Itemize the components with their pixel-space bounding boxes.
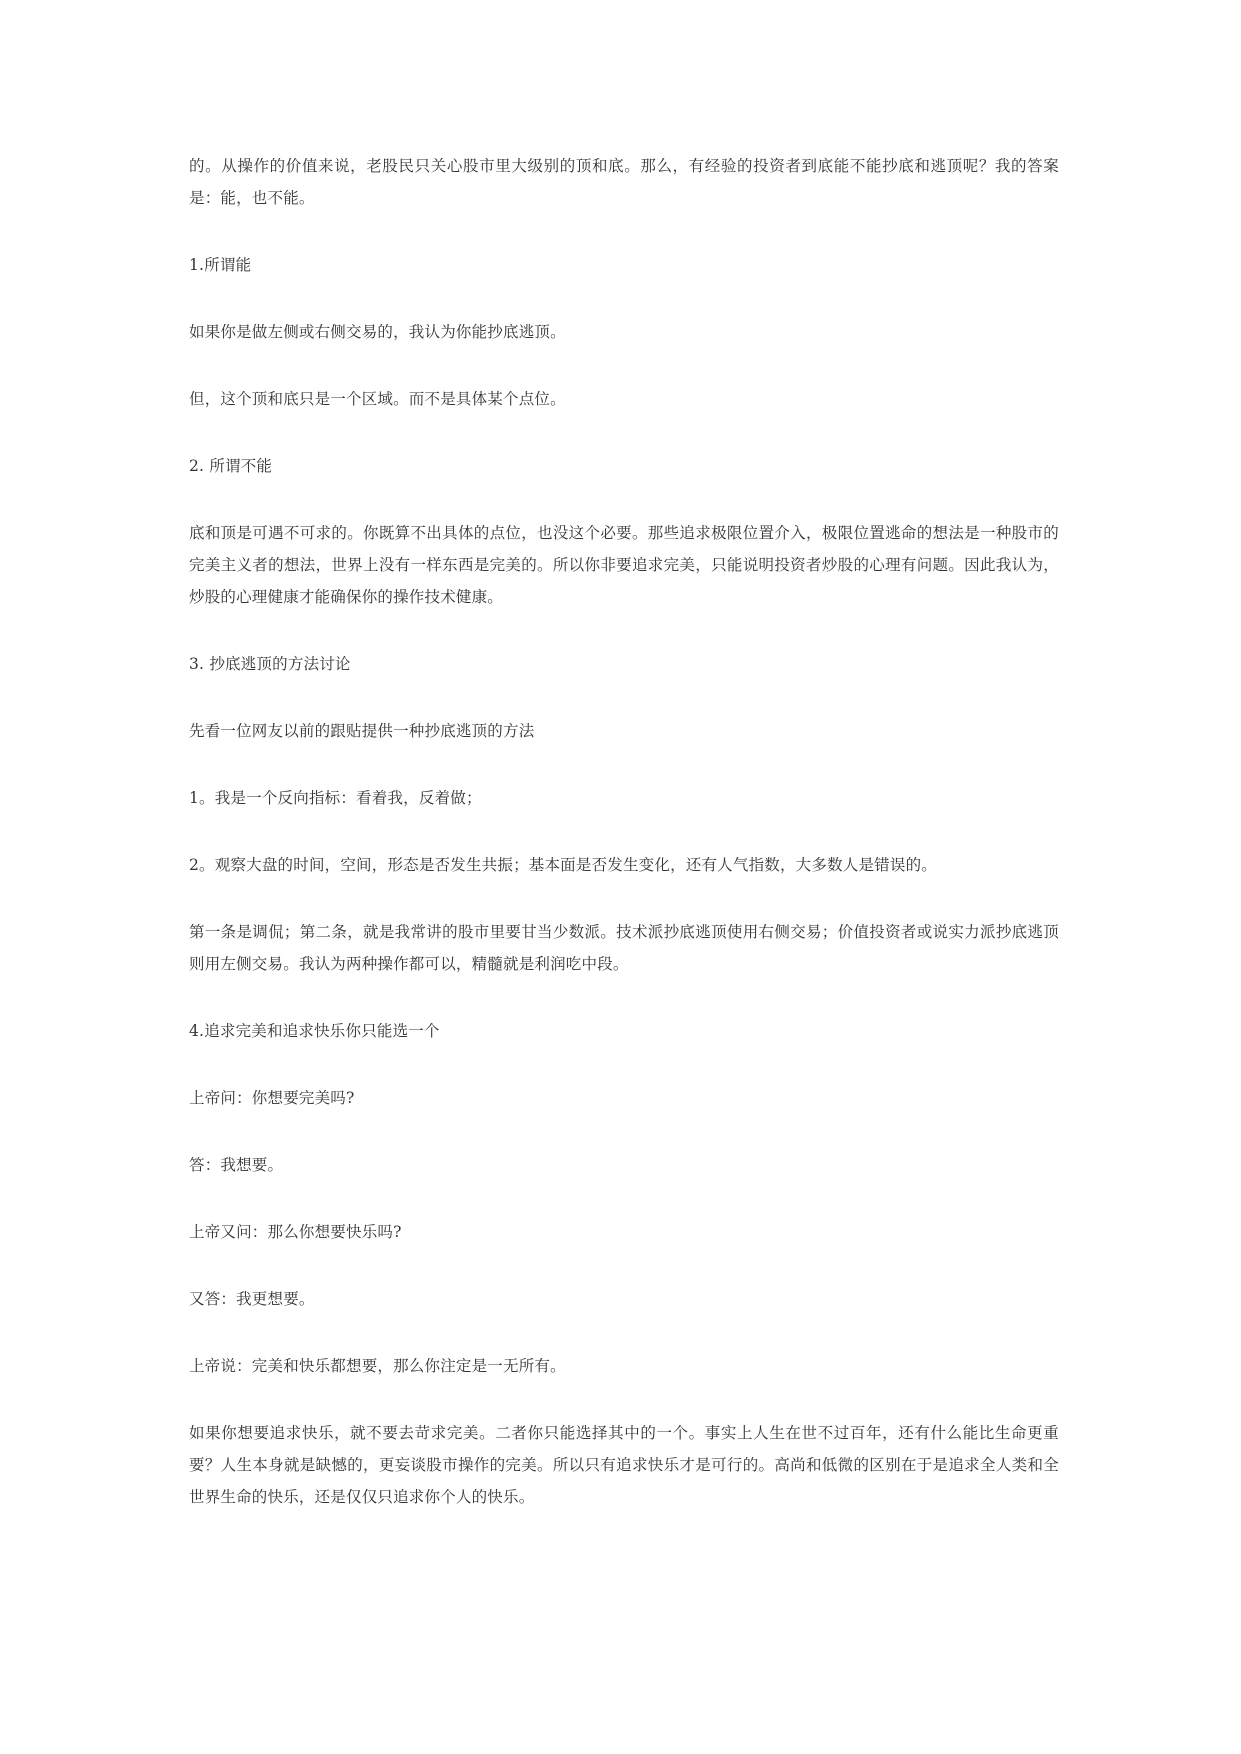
paragraph-intro: 的。从操作的价值来说，老股民只关心股市里大级别的顶和底。那么，有经验的投资者到底能不能抄底和逃顶呢？我的答案是：能，也不能。 <box>189 157 1059 207</box>
list-item: 1。我是一个反向指标：看着我，反着做； <box>189 789 482 807</box>
dialogue-line: 答：我想要。 <box>189 1156 284 1174</box>
dialogue-line: 上帝说：完美和快乐都想要，那么你注定是一无所有。 <box>189 1357 566 1375</box>
section-heading-3: 3. 抄底逃顶的方法讨论 <box>189 655 351 673</box>
document-page <box>189 150 1059 1548</box>
list-item: 2。观察大盘的时间，空间，形态是否发生共振；基本面是否发生变化，还有人气指数，大多数人是错误的。 <box>189 856 937 874</box>
paragraph: 底和顶是可遇不可求的。你既算不出具体的点位，也没这个必要。那些追求极限位置介入，极限位置逃命的想法是一种股市的完美主义者的想法，世界上没有一样东西是完美的。所以你非要追求完美，只能说明投资者炒股的心理有问题。因此我认为，炒股的心理健康才能确保你的操作技术健康。 <box>189 524 1059 606</box>
paragraph: 先看一位网友以前的跟贴提供一种抄底逃顶的方法 <box>189 722 535 740</box>
dialogue-line: 上帝又问：那么你想要快乐吗? <box>189 1223 402 1241</box>
section-heading-1: 1.所谓能 <box>189 256 252 274</box>
paragraph: 第一条是调侃；第二条，就是我常讲的股市里要甘当少数派。技术派抄底逃顶使用右侧交易；价值投资者或说实力派抄底逃顶则用左侧交易。我认为两种操作都可以，精髓就是利润吃中段。 <box>189 923 1059 973</box>
paragraph: 但，这个顶和底只是一个区域。而不是具体某个点位。 <box>189 390 566 408</box>
section-heading-2: 2. 所谓不能 <box>189 457 273 475</box>
paragraph-closing: 如果你想要追求快乐，就不要去苛求完美。二者你只能选择其中的一个。事实上人生在世不过百年，还有什么能比生命更重要？人生本身就是缺憾的，更妄谈股市操作的完美。所以只有追求快乐才是可行的。高尚和低微的区别在于是追求全人类和全世界生命的快乐，还是仅仅只追求你个人的快乐。 <box>189 1424 1059 1506</box>
section-heading-4: 4.追求完美和追求快乐你只能选一个 <box>189 1022 440 1040</box>
paragraph: 如果你是做左侧或右侧交易的，我认为你能抄底逃顶。 <box>189 323 566 341</box>
dialogue-line: 又答：我更想要。 <box>189 1290 315 1308</box>
dialogue-line: 上帝问：你想要完美吗? <box>189 1089 355 1107</box>
